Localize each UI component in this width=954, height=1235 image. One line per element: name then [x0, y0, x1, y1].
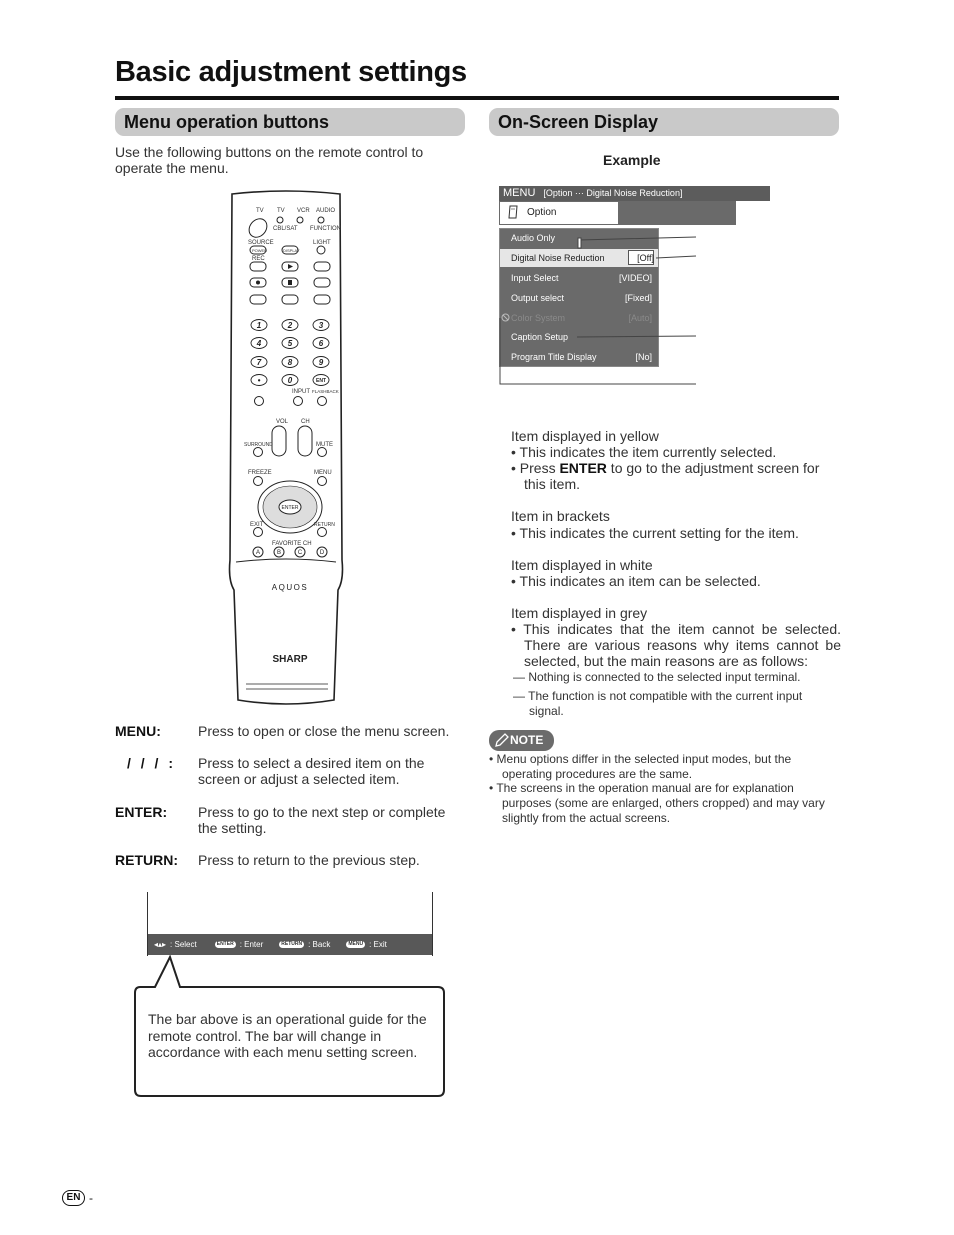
remote-label-audio: AUDIO	[316, 208, 336, 214]
remote-label-flashback: FLASHBACK	[312, 389, 339, 394]
desc-return: Press to return to the previous step.	[198, 852, 420, 868]
dpad-arrows-icon: ◂▴▸	[154, 940, 167, 949]
remote-label-display: DISPLAY	[283, 248, 300, 253]
remote-key-5: 5	[287, 339, 293, 348]
remote-label-tv: TV	[256, 208, 264, 214]
desc-enter: Press to go to the next step or complete the setting.	[198, 804, 446, 836]
desc-arrows: Press to select a desired item on the screen or adjust a selected item.	[198, 755, 425, 787]
title-rule	[115, 96, 839, 100]
remote-label-ch: CH	[301, 419, 310, 425]
osd-path: [Option ··· Digital Noise Reduction]	[543, 188, 683, 198]
legend-grey-dash-1: — Nothing is connected to the selected input terminal.	[513, 670, 801, 684]
legend-yellow-title: Item displayed in yellow	[511, 428, 659, 444]
callout-text: The bar above is an operational guide for the remote control. The bar will change in accordance with each menu setting screen.	[148, 1011, 427, 1060]
return-key-icon: RETURN	[281, 941, 303, 947]
remote-key-enter: ENTER	[281, 505, 299, 511]
osd-callout-lines	[486, 228, 701, 388]
legend-white-title: Item displayed in white	[511, 557, 653, 573]
remote-key-8: 8	[287, 358, 293, 367]
osd-item[interactable]: Input Select [VIDEO]	[511, 273, 652, 283]
remote-label-mute: MUTE	[316, 442, 333, 448]
intro-text: Use the following buttons on the remote control to operate the menu.	[115, 144, 424, 176]
remote-key-dot: •	[257, 376, 261, 385]
remote-label-rec: REC	[252, 256, 265, 262]
remote-key-2: 2	[287, 321, 293, 330]
menu-key-icon: MENU	[348, 941, 364, 947]
legend-yellow-2: • Press ENTER to go to the adjustment screen for this item.	[511, 460, 820, 492]
remote-label-favorite: FAVORITE CH	[272, 541, 312, 547]
remote-label-menu: MENU	[314, 470, 332, 476]
remote-label-power: POWER	[252, 248, 268, 253]
example-label: Example	[603, 152, 661, 168]
remote-key-6: 6	[318, 339, 324, 348]
section-heading-osd: On-Screen Display	[489, 108, 839, 136]
remote-key-4: 4	[256, 339, 262, 348]
remote-label-source: SOURCE	[248, 240, 274, 246]
desc-key-menu: MENU:	[115, 723, 161, 739]
osd-item[interactable]: Caption Setup	[511, 332, 569, 342]
remote-label-exit: EXIT	[250, 522, 264, 528]
remote-label-return: RETURN	[314, 522, 335, 528]
desc-key-return: RETURN:	[115, 852, 178, 868]
remote-key-d: D	[319, 550, 325, 556]
remote-key-c: C	[297, 550, 303, 556]
guide-enter-label: : Enter	[239, 940, 264, 949]
legend-grey-title: Item displayed in grey	[511, 605, 648, 621]
remote-key-3: 3	[318, 321, 324, 330]
note-item-1: • Menu options differ in the selected input modes, but the operating procedures are the same.	[489, 752, 792, 781]
remote-label-surround: SURROUND	[244, 442, 273, 448]
osd-option-bar	[618, 201, 736, 225]
osd-item[interactable]: Program Title Display [No]	[511, 352, 652, 362]
remote-label-cblsat: CBL/SAT	[273, 226, 298, 232]
guide-back-label: : Back	[308, 940, 331, 949]
desc-key-arrows: / / / :	[127, 755, 173, 771]
remote-label-vol: VOL	[276, 419, 289, 425]
remote-label-freeze: FREEZE	[248, 470, 272, 476]
remote-key-7: 7	[256, 358, 262, 367]
legend-yellow-1: • This indicates the item currently selected.	[511, 444, 777, 460]
remote-brand: SHARP	[272, 654, 308, 665]
remote-label-tv2: TV	[277, 208, 285, 214]
note-badge: NOTE	[489, 730, 554, 751]
pencil-icon	[494, 732, 510, 748]
remote-key-9: 9	[318, 358, 324, 367]
osd-option-label: Option	[527, 207, 557, 218]
osd-menu-bar	[499, 186, 770, 201]
remote-key-a: A	[255, 550, 261, 556]
remote-label-light: LIGHT	[313, 240, 331, 246]
osd-item-disabled: Color System [Auto]	[511, 313, 652, 323]
legend-white-1: • This indicates an item can be selected.	[511, 573, 761, 589]
enter-key-icon: ENTER	[216, 941, 234, 947]
osd-item[interactable]: Output select [Fixed]	[511, 293, 652, 303]
guide-exit-label: : Exit	[369, 940, 387, 949]
legend-grey-1: • This indicates that the item cannot be selected. There are various reasons why items cannot be selected, but the main reasons are as follows:	[511, 621, 841, 669]
remote-label-function: FUNCTION	[310, 226, 341, 232]
legend-brackets-1: • This indicates the current setting for the item.	[511, 525, 799, 541]
page-number-dash: -	[89, 1191, 93, 1205]
remote-label-input: INPUT	[292, 389, 310, 395]
legend-brackets-title: Item in brackets	[511, 508, 610, 524]
language-badge: EN	[62, 1190, 85, 1206]
remote-key-b: B	[276, 550, 282, 556]
osd-item-selected[interactable]: Digital Noise Reduction [Off]	[511, 253, 654, 263]
option-icon	[507, 205, 519, 219]
operational-guide-bar	[148, 934, 432, 955]
section-heading-menu-buttons: Menu operation buttons	[115, 108, 465, 136]
osd-menu-label: MENU	[503, 187, 536, 199]
remote-brand-model: AQUOS	[271, 583, 309, 592]
legend-grey-dash-2: — The function is not compatible with the current input signal.	[513, 689, 803, 718]
guide-select-label: : Select	[170, 940, 197, 949]
remote-control-illustration	[226, 190, 346, 708]
remote-key-1: 1	[256, 321, 262, 330]
note-item-2: • The screens in the operation manual are for explanation purposes (some are enlarged, others cropped) and may vary slightly from the actual screens.	[489, 781, 825, 825]
remote-key-ent: ENT	[316, 378, 326, 384]
remote-label-vcr: VCR	[297, 208, 310, 214]
page-title: Basic adjustment settings	[115, 56, 467, 88]
remote-key-0: 0	[287, 376, 293, 385]
desc-menu: Press to open or close the menu screen.	[198, 723, 450, 739]
osd-item[interactable]: Audio Only	[511, 233, 556, 243]
desc-key-enter: ENTER:	[115, 804, 168, 820]
